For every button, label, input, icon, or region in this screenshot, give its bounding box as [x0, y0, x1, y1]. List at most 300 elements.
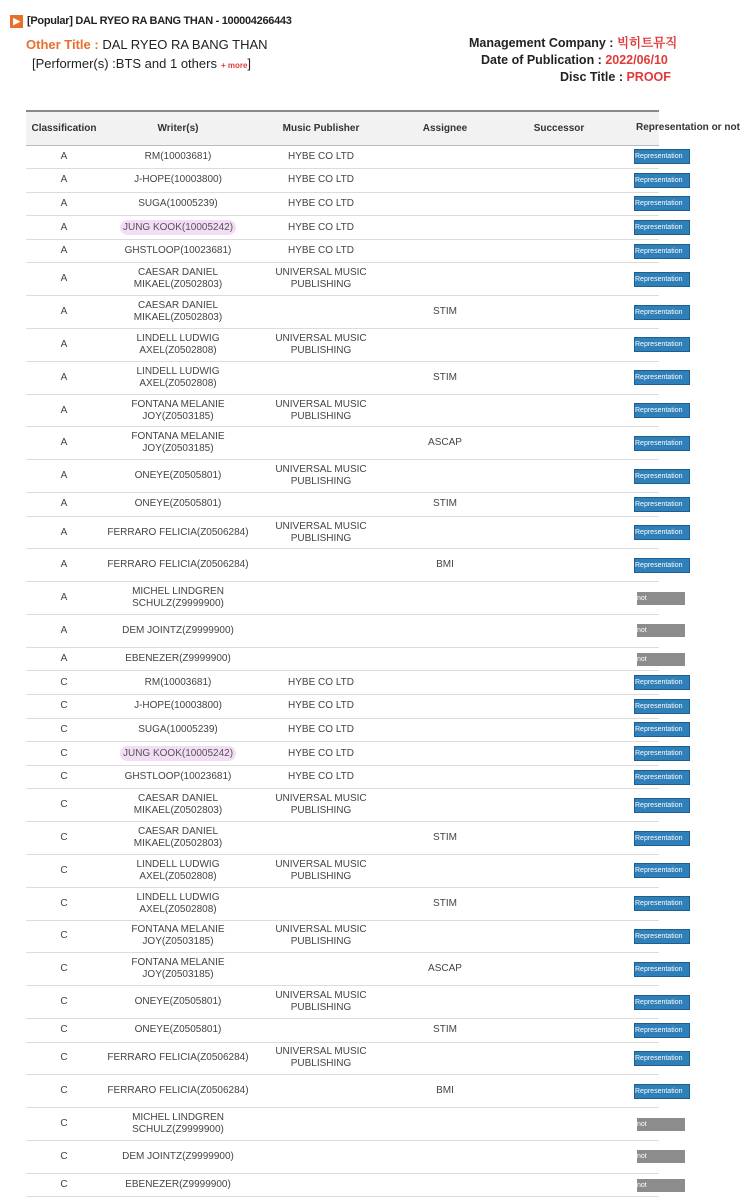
cell-writer: MICHEL LINDGREN SCHULZ(Z9999900): [102, 1108, 254, 1141]
cell-representation: [616, 516, 683, 549]
cell-successor: [502, 887, 616, 920]
cell-publisher: [254, 361, 388, 394]
cell-assignee: STIM: [388, 822, 502, 855]
col-representation: Representation or not: [616, 111, 659, 145]
cell-representation: [616, 1173, 659, 1197]
representation-button[interactable]: Representation: [634, 173, 690, 188]
table-row: [26, 822, 659, 855]
cell-assignee: BMI: [388, 549, 502, 582]
highlighted-writer: JUNG KOOK(10005242): [120, 746, 236, 761]
cell-classification: A: [26, 169, 102, 193]
cell-publisher: [254, 1018, 388, 1042]
cell-classification: A: [26, 460, 102, 493]
cell-successor: [502, 718, 616, 742]
cell-assignee: [388, 647, 502, 671]
page-title: [10, 13, 292, 29]
cell-writer: FONTANA MELANIE JOY(Z0503185): [102, 427, 254, 460]
cell-writer: FONTANA MELANIE JOY(Z0503185): [102, 920, 254, 953]
cell-writer: GHSTLOOP(10023681): [102, 239, 254, 263]
cell-assignee: ASCAP: [388, 427, 502, 460]
cell-classification: C: [26, 822, 102, 855]
cell-classification: C: [26, 1075, 102, 1108]
table-row: [26, 671, 659, 695]
cell-representation: [616, 1042, 683, 1075]
cell-classification: C: [26, 1140, 102, 1173]
not-badge: not: [637, 624, 685, 637]
representation-button[interactable]: Representation: [634, 1023, 690, 1038]
cell-assignee: [388, 460, 502, 493]
table-row: [26, 493, 659, 517]
cell-classification: A: [26, 263, 102, 296]
cell-writer: CAESAR DANIEL MIKAEL(Z0502803): [102, 789, 254, 822]
cell-successor: [502, 192, 616, 216]
highlighted-writer: JUNG KOOK(10005242): [120, 220, 236, 235]
table-row: [26, 329, 659, 362]
table-row: [26, 695, 659, 719]
cell-publisher: UNIVERSAL MUSIC PUBLISHING: [254, 1042, 388, 1075]
cell-writer: FERRARO FELICIA(Z0506284): [102, 1042, 254, 1075]
table-row: [26, 718, 659, 742]
cell-representation: [616, 953, 683, 986]
title-info: [26, 37, 268, 71]
cell-classification: A: [26, 427, 102, 460]
table-row: [26, 549, 659, 582]
performers-text: [Performer(s) :BTS and 1 others: [32, 56, 217, 71]
cell-classification: A: [26, 216, 102, 240]
table-row: [26, 239, 659, 263]
cell-classification: A: [26, 239, 102, 263]
representation-button[interactable]: Representation: [634, 149, 690, 164]
cell-representation: [616, 887, 683, 920]
table-row: [26, 986, 659, 1019]
table-row: [26, 516, 659, 549]
cell-successor: [502, 516, 616, 549]
cell-assignee: [388, 192, 502, 216]
cell-representation: [616, 1075, 683, 1108]
table-row: [26, 1173, 659, 1197]
not-badge: not: [637, 592, 685, 605]
cell-publisher: [254, 1075, 388, 1108]
publication-label: Date of Publication :: [481, 53, 602, 67]
cell-representation: [616, 582, 659, 615]
cell-writer: DEM JOINTZ(Z9999900): [102, 615, 254, 648]
cell-publisher: HYBE CO LTD: [254, 169, 388, 193]
cell-writer: LINDELL LUDWIG AXEL(Z0502808): [102, 361, 254, 394]
cell-assignee: STIM: [388, 1018, 502, 1042]
cell-assignee: [388, 169, 502, 193]
cell-successor: [502, 615, 616, 648]
representation-button[interactable]: Representation: [634, 798, 690, 813]
cell-classification: A: [26, 549, 102, 582]
cell-writer: EBENEZER(Z9999900): [102, 647, 254, 671]
representation-button[interactable]: Representation: [634, 770, 690, 785]
cell-publisher: [254, 1140, 388, 1173]
cell-successor: [502, 145, 616, 169]
cell-assignee: [388, 765, 502, 789]
cell-publisher: [254, 549, 388, 582]
cell-successor: [502, 953, 616, 986]
cell-writer: FERRARO FELICIA(Z0506284): [102, 516, 254, 549]
cell-classification: A: [26, 615, 102, 648]
table-row: [26, 145, 659, 169]
representation-button[interactable]: Representation: [634, 929, 690, 944]
cell-successor: [502, 1042, 616, 1075]
cell-assignee: [388, 1173, 502, 1197]
cell-classification: C: [26, 742, 102, 766]
cell-writer: J-HOPE(10003800): [102, 169, 254, 193]
cell-writer: DEM JOINTZ(Z9999900): [102, 1140, 254, 1173]
cell-publisher: [254, 953, 388, 986]
cell-publisher: UNIVERSAL MUSIC PUBLISHING: [254, 394, 388, 427]
cell-writer: SUGA(10005239): [102, 192, 254, 216]
cell-representation: [616, 145, 683, 169]
cell-representation: [616, 822, 683, 855]
cell-representation: [616, 854, 683, 887]
representation-button[interactable]: Representation: [634, 469, 690, 484]
table-row: [26, 887, 659, 920]
cell-representation: [616, 296, 683, 329]
cell-assignee: [388, 920, 502, 953]
cell-classification: C: [26, 765, 102, 789]
cell-writer: SUGA(10005239): [102, 718, 254, 742]
cell-writer: LINDELL LUDWIG AXEL(Z0502808): [102, 854, 254, 887]
cell-assignee: [388, 671, 502, 695]
representation-button[interactable]: Representation: [634, 962, 690, 977]
col-assignee: Assignee: [388, 111, 502, 145]
close-bracket: ]: [247, 56, 252, 71]
cell-representation: [616, 329, 683, 362]
cell-writer: LINDELL LUDWIG AXEL(Z0502808): [102, 887, 254, 920]
representation-button[interactable]: Representation: [634, 337, 690, 352]
cell-successor: [502, 169, 616, 193]
cell-assignee: [388, 615, 502, 648]
cell-publisher: HYBE CO LTD: [254, 239, 388, 263]
cell-successor: [502, 1140, 616, 1173]
table-row: [26, 192, 659, 216]
representation-button[interactable]: Representation: [634, 1051, 690, 1066]
cell-assignee: [388, 718, 502, 742]
table-row: [26, 1108, 659, 1141]
cell-assignee: STIM: [388, 493, 502, 517]
cell-successor: [502, 361, 616, 394]
table-body: [26, 145, 683, 1197]
cell-representation: [616, 394, 683, 427]
cell-assignee: STIM: [388, 887, 502, 920]
cell-classification: A: [26, 394, 102, 427]
table-row: [26, 582, 659, 615]
cell-assignee: [388, 1108, 502, 1141]
cell-publisher: UNIVERSAL MUSIC PUBLISHING: [254, 986, 388, 1019]
cell-classification: A: [26, 192, 102, 216]
cell-writer: [102, 216, 254, 240]
cell-representation: [616, 1108, 659, 1141]
cell-successor: [502, 329, 616, 362]
cell-assignee: [388, 329, 502, 362]
representation-button[interactable]: Representation: [634, 244, 690, 259]
other-title-value: DAL RYEO RA BANG THAN: [102, 37, 268, 52]
cell-successor: [502, 1108, 616, 1141]
cell-publisher: [254, 1108, 388, 1141]
cell-classification: A: [26, 647, 102, 671]
cell-representation: [616, 239, 683, 263]
cell-successor: [502, 493, 616, 517]
disc-title-label: Disc Title :: [560, 70, 623, 84]
representation-button[interactable]: Representation: [634, 558, 690, 573]
table-row: [26, 789, 659, 822]
representation-button[interactable]: Representation: [634, 722, 690, 737]
cell-publisher: [254, 296, 388, 329]
other-title-row: [26, 37, 268, 52]
representation-button[interactable]: Representation: [634, 1084, 690, 1099]
cell-writer: J-HOPE(10003800): [102, 695, 254, 719]
cell-representation: [616, 493, 683, 517]
cell-classification: C: [26, 1042, 102, 1075]
cell-publisher: [254, 493, 388, 517]
management-label: Management Company :: [469, 36, 614, 50]
cell-publisher: [254, 582, 388, 615]
not-badge: not: [637, 1179, 685, 1192]
cell-assignee: [388, 394, 502, 427]
cell-publisher: HYBE CO LTD: [254, 765, 388, 789]
not-badge: not: [637, 1118, 685, 1131]
other-title-label: Other Title :: [26, 37, 99, 52]
cell-publisher: [254, 1173, 388, 1197]
table-row: [26, 765, 659, 789]
cell-publisher: UNIVERSAL MUSIC PUBLISHING: [254, 854, 388, 887]
cell-publisher: [254, 615, 388, 648]
representation-button[interactable]: Representation: [634, 196, 690, 211]
col-writers: Writer(s): [102, 111, 254, 145]
table-row: [26, 216, 659, 240]
table-row: [26, 169, 659, 193]
cell-representation: [616, 169, 683, 193]
col-successor: Successor: [502, 111, 616, 145]
cell-writer: FONTANA MELANIE JOY(Z0503185): [102, 953, 254, 986]
cell-classification: C: [26, 1173, 102, 1197]
cell-classification: C: [26, 986, 102, 1019]
cell-successor: [502, 1075, 616, 1108]
cell-representation: [616, 216, 683, 240]
cell-successor: [502, 216, 616, 240]
cell-classification: A: [26, 145, 102, 169]
cell-successor: [502, 671, 616, 695]
table-row: [26, 1042, 659, 1075]
cell-successor: [502, 582, 616, 615]
not-badge: not: [637, 653, 685, 666]
cell-representation: [616, 695, 683, 719]
cell-publisher: UNIVERSAL MUSIC PUBLISHING: [254, 263, 388, 296]
cell-publisher: HYBE CO LTD: [254, 216, 388, 240]
cell-publisher: [254, 647, 388, 671]
cell-successor: [502, 427, 616, 460]
cell-classification: A: [26, 493, 102, 517]
cell-representation: [616, 986, 683, 1019]
cell-assignee: STIM: [388, 296, 502, 329]
cell-successor: [502, 695, 616, 719]
cell-classification: C: [26, 920, 102, 953]
disc-title-row: [469, 69, 677, 86]
disc-title-value: PROOF: [626, 70, 671, 84]
cell-writer: RM(10003681): [102, 145, 254, 169]
cell-representation: [616, 361, 683, 394]
table-row: [26, 953, 659, 986]
cell-successor: [502, 1018, 616, 1042]
cell-assignee: [388, 742, 502, 766]
cell-publisher: UNIVERSAL MUSIC PUBLISHING: [254, 460, 388, 493]
cell-representation: [616, 427, 683, 460]
representation-button[interactable]: Representation: [634, 675, 690, 690]
cell-classification: A: [26, 361, 102, 394]
cell-successor: [502, 239, 616, 263]
publication-row: [469, 52, 677, 69]
cell-representation: [616, 1018, 683, 1042]
cell-writer: CAESAR DANIEL MIKAEL(Z0502803): [102, 263, 254, 296]
representation-button[interactable]: Representation: [634, 746, 690, 761]
representation-button[interactable]: Representation: [634, 896, 690, 911]
table-row: [26, 742, 659, 766]
cell-assignee: [388, 1042, 502, 1075]
cell-representation: [616, 647, 659, 671]
cell-writer: EBENEZER(Z9999900): [102, 1173, 254, 1197]
cell-classification: C: [26, 887, 102, 920]
cell-publisher: [254, 887, 388, 920]
cell-classification: C: [26, 695, 102, 719]
management-row: [469, 35, 677, 52]
cell-classification: C: [26, 671, 102, 695]
cell-writer: ONEYE(Z0505801): [102, 986, 254, 1019]
more-link[interactable]: + more: [220, 61, 248, 70]
management-value: 빅히트뮤직: [616, 36, 678, 50]
representation-button[interactable]: Representation: [634, 995, 690, 1010]
performers-row: [32, 56, 268, 71]
cell-successor: [502, 789, 616, 822]
table-row: [26, 263, 659, 296]
cell-assignee: BMI: [388, 1075, 502, 1108]
cell-representation: [616, 765, 683, 789]
table-row: [26, 1018, 659, 1042]
cell-publisher: [254, 822, 388, 855]
representation-button[interactable]: Representation: [634, 436, 690, 451]
cell-publisher: HYBE CO LTD: [254, 742, 388, 766]
cell-classification: C: [26, 718, 102, 742]
representation-button[interactable]: Representation: [634, 699, 690, 714]
representation-button[interactable]: Representation: [634, 305, 690, 320]
representation-button[interactable]: Representation: [634, 272, 690, 287]
cell-representation: [616, 192, 683, 216]
cell-classification: A: [26, 296, 102, 329]
table-row: [26, 1140, 659, 1173]
cell-assignee: ASCAP: [388, 953, 502, 986]
cell-publisher: HYBE CO LTD: [254, 192, 388, 216]
cell-writer: FERRARO FELICIA(Z0506284): [102, 549, 254, 582]
cell-publisher: UNIVERSAL MUSIC PUBLISHING: [254, 920, 388, 953]
representation-button[interactable]: Representation: [634, 497, 690, 512]
cell-representation: [616, 460, 683, 493]
publication-value: 2022/06/10: [605, 53, 668, 67]
table-row: [26, 460, 659, 493]
cell-representation: [616, 920, 683, 953]
cell-representation: [616, 263, 683, 296]
table-row: [26, 920, 659, 953]
cell-representation: [616, 789, 683, 822]
cell-writer: RM(10003681): [102, 671, 254, 695]
cell-publisher: HYBE CO LTD: [254, 671, 388, 695]
cell-classification: C: [26, 1108, 102, 1141]
table-row: [26, 394, 659, 427]
cell-representation: [616, 549, 683, 582]
representation-button[interactable]: Representation: [634, 525, 690, 540]
chevron-right-icon: ▶: [10, 15, 23, 28]
table-row: [26, 361, 659, 394]
col-music-publisher: Music Publisher: [254, 111, 388, 145]
representation-button[interactable]: Representation: [634, 370, 690, 385]
cell-successor: [502, 854, 616, 887]
cell-assignee: [388, 695, 502, 719]
representation-button[interactable]: Representation: [634, 863, 690, 878]
table-row: [26, 427, 659, 460]
cell-writer: ONEYE(Z0505801): [102, 493, 254, 517]
cell-classification: C: [26, 789, 102, 822]
col-classification: Classification: [26, 111, 102, 145]
cell-assignee: [388, 263, 502, 296]
cell-classification: C: [26, 854, 102, 887]
cell-successor: [502, 460, 616, 493]
cell-writer: MICHEL LINDGREN SCHULZ(Z9999900): [102, 582, 254, 615]
rights-table: [26, 110, 740, 1197]
table-row: [26, 615, 659, 648]
cell-successor: [502, 549, 616, 582]
cell-assignee: STIM: [388, 361, 502, 394]
table-row: [26, 296, 659, 329]
cell-writer: FONTANA MELANIE JOY(Z0503185): [102, 394, 254, 427]
cell-successor: [502, 1173, 616, 1197]
cell-successor: [502, 920, 616, 953]
cell-classification: A: [26, 329, 102, 362]
cell-publisher: HYBE CO LTD: [254, 718, 388, 742]
representation-button[interactable]: Representation: [634, 403, 690, 418]
cell-writer: CAESAR DANIEL MIKAEL(Z0502803): [102, 296, 254, 329]
cell-assignee: [388, 854, 502, 887]
representation-button[interactable]: Representation: [634, 831, 690, 846]
cell-assignee: [388, 789, 502, 822]
disc-info: [469, 35, 677, 86]
table-row: [26, 1075, 659, 1108]
cell-classification: A: [26, 582, 102, 615]
cell-publisher: HYBE CO LTD: [254, 695, 388, 719]
cell-writer: CAESAR DANIEL MIKAEL(Z0502803): [102, 822, 254, 855]
cell-classification: C: [26, 1018, 102, 1042]
cell-assignee: [388, 1140, 502, 1173]
representation-button[interactable]: Representation: [634, 220, 690, 235]
cell-assignee: [388, 239, 502, 263]
table-header-row: [26, 111, 659, 145]
cell-representation: [616, 718, 683, 742]
cell-successor: [502, 296, 616, 329]
cell-publisher: UNIVERSAL MUSIC PUBLISHING: [254, 329, 388, 362]
not-badge: not: [637, 1150, 685, 1163]
table-row: [26, 647, 659, 671]
cell-publisher: UNIVERSAL MUSIC PUBLISHING: [254, 516, 388, 549]
cell-assignee: [388, 986, 502, 1019]
cell-successor: [502, 647, 616, 671]
cell-publisher: HYBE CO LTD: [254, 145, 388, 169]
cell-successor: [502, 822, 616, 855]
cell-successor: [502, 394, 616, 427]
table-row: [26, 854, 659, 887]
cell-writer: [102, 742, 254, 766]
cell-assignee: [388, 216, 502, 240]
cell-writer: LINDELL LUDWIG AXEL(Z0502808): [102, 329, 254, 362]
